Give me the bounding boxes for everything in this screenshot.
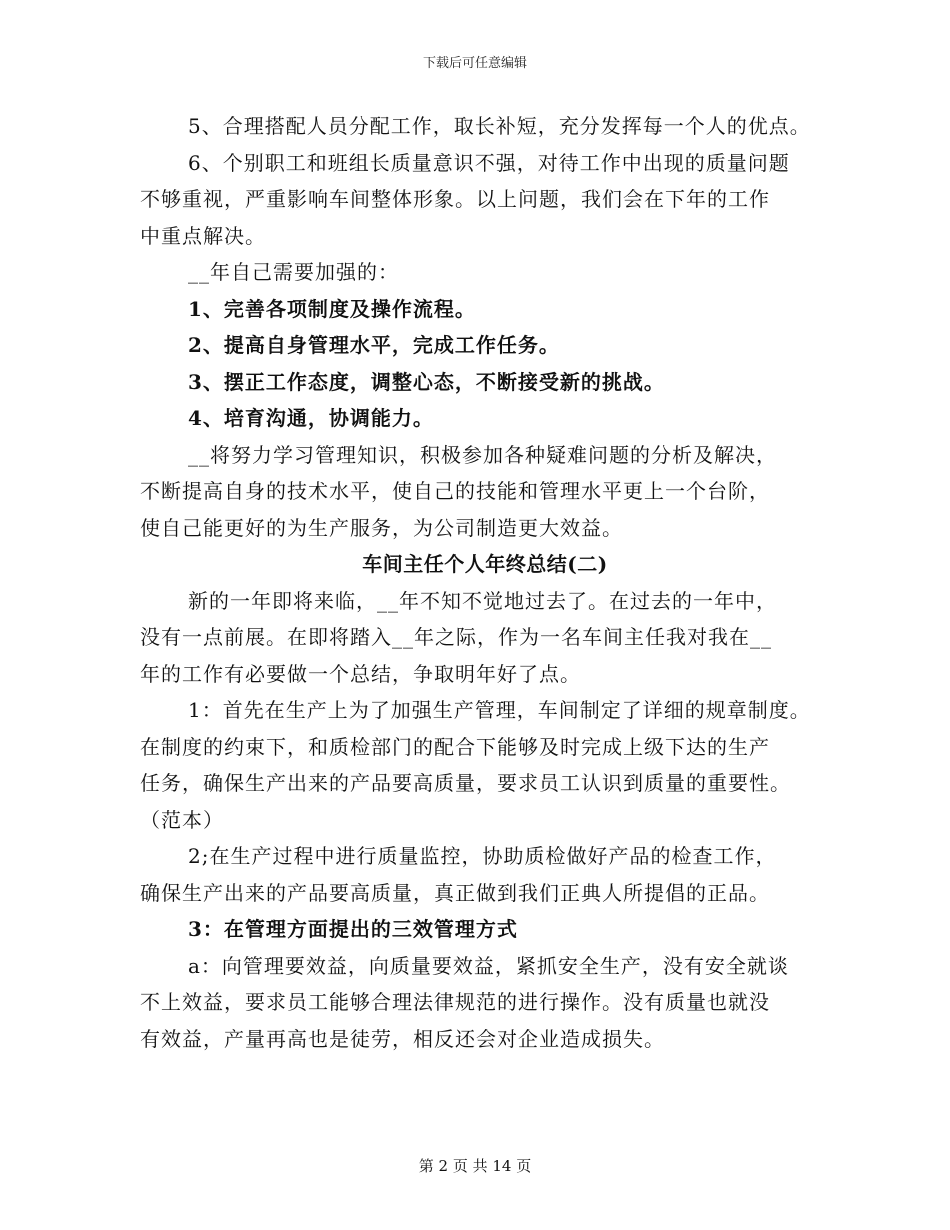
paragraph-line: 不够重视，严重影响车间整体形象。以上问题，我们会在下年的工作: [140, 187, 770, 211]
paragraph-line: 3：在管理方面提出的三效管理方式: [188, 917, 518, 941]
paragraph-line: 2、提高自身管理水平，完成工作任务。: [188, 333, 560, 357]
paragraph-line: 1、完善各项制度及操作流程。: [188, 296, 476, 321]
document-body: [140, 108, 830, 1057]
paragraph-line: 4、培育沟通，协调能力。: [188, 406, 434, 430]
paragraph-line: 2;在生产过程中进行质量监控，协助质检做好产品的检查工作，: [188, 844, 777, 868]
paragraph-line: 不上效益，要求员工能够合理法律规范的进行操作。没有质量也就没: [140, 990, 770, 1014]
paragraph-line: 6、个别职工和班组长质量意识不强，对待工作中出现的质量问题: [188, 150, 790, 175]
page-header: 下载后可任意编辑: [422, 56, 527, 71]
paragraph-line: 3、摆正工作态度，调整心态，不断接受新的挑战。: [188, 369, 665, 394]
paragraph-line: 在制度的约束下，和质检部门的配合下能够及时完成上级下达的生产: [140, 734, 770, 759]
page-footer: 第 2 页 共 14 页: [418, 1157, 532, 1175]
paragraph-line: 新的一年即将来临，__年不知不觉地过去了。在过去的一年中，: [188, 588, 777, 613]
paragraph-line: 使自己能更好的为生产服务，为公司制造更大效益。: [140, 515, 623, 540]
paragraph-line: __年自己需要加强的：: [188, 260, 399, 284]
paragraph-line: __将努力学习管理知识，积极参加各种疑难问题的分析及解决，: [188, 442, 777, 467]
paragraph-line: 1：首先在生产上为了加强生产管理，车间制定了详细的规章制度。: [188, 698, 811, 722]
paragraph-line: 确保生产出来的产品要高质量，真正做到我们正典人所提倡的正品。: [140, 880, 770, 905]
section-title: 车间主任个人年终总结(二): [362, 552, 608, 576]
paragraph-line: 年的工作有必要做一个总结，争取明年好了点。: [140, 661, 581, 686]
paragraph-line: 5、合理搭配人员分配工作，取长补短，充分发挥每一个人的优点。: [188, 114, 811, 138]
paragraph-line: 没有一点前展。在即将踏入__年之际，作为一名车间主任我对我在__: [140, 625, 772, 649]
paragraph-line: 有效益，产量再高也是徒劳，相反还会对企业造成损失。: [140, 1026, 665, 1051]
paragraph-line: a：向管理要效益，向质量要效益，紧抓安全生产，没有安全就谈: [188, 953, 789, 978]
paragraph-line: 不断提高自身的技术水平，使自己的技能和管理水平更上一个台阶，: [140, 479, 770, 503]
paragraph-line: 任务，确保生产出来的产品要高质量，要求员工认识到质量的重要性。: [140, 771, 791, 795]
paragraph-line: 中重点解决。: [140, 223, 266, 248]
paragraph-line: （范本）: [140, 807, 224, 832]
